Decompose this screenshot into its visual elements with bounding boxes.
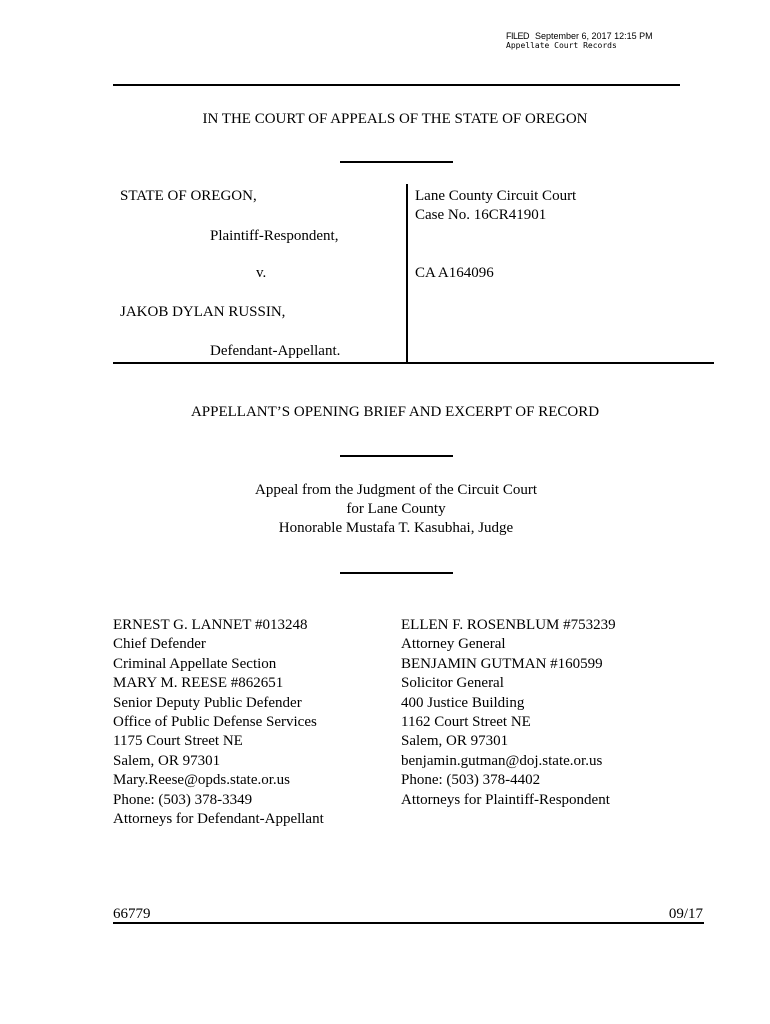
appellate-case-number: CA A164096 <box>415 265 494 281</box>
defendant-role: Defendant-Appellant. <box>210 343 341 359</box>
appeal-from <box>0 481 770 538</box>
respondent-counsel <box>401 616 616 810</box>
separator-rule <box>340 572 453 574</box>
plaintiff-name: STATE OF OREGON, <box>120 188 257 204</box>
counsel-line: Senior Deputy Public Defender <box>113 694 302 711</box>
counsel-email: benjamin.gutman@doj.state.or.us <box>401 752 603 769</box>
counsel-phone: Phone: (503) 378-3349 <box>113 791 253 808</box>
counsel-line: Attorneys for Defendant-Appellant <box>113 811 324 828</box>
counsel-line: Solicitor General <box>401 675 504 692</box>
counsel-line: Criminal Appellate Section <box>113 655 277 672</box>
appeal-from-line: for Lane County <box>346 501 446 517</box>
filing-stamp-office: Appellate Court Records <box>506 41 617 50</box>
counsel-line: Salem, OR 97301 <box>401 733 509 750</box>
versus-label: v. <box>256 265 267 281</box>
appellant-counsel <box>113 616 324 829</box>
counsel-phone: Phone: (503) 378-4402 <box>401 772 541 789</box>
caption-bottom-rule <box>113 362 714 364</box>
separator-rule <box>340 455 453 457</box>
trial-court: Lane County Circuit Court <box>415 188 577 204</box>
counsel-line: Attorneys for Plaintiff-Respondent <box>401 791 610 808</box>
footer-code: 66779 <box>113 906 151 922</box>
trial-case-number: Case No. 16CR41901 <box>415 207 547 223</box>
defendant-name: JAKOB DYLAN RUSSIN, <box>120 304 286 320</box>
counsel-email: Mary.Reese@opds.state.or.us <box>113 772 290 789</box>
counsel-line: Chief Defender <box>113 636 206 653</box>
counsel-line: 400 Justice Building <box>401 694 525 711</box>
footer-date: 09/17 <box>668 906 703 922</box>
separator-rule <box>340 161 453 163</box>
plaintiff-role: Plaintiff-Respondent, <box>210 228 339 244</box>
counsel-line: Office of Public Defense Services <box>113 714 317 731</box>
counsel-line: MARY M. REESE #862651 <box>113 675 284 692</box>
appeal-from-judge: Honorable Mustafa T. Kasubhai, Judge <box>278 520 514 536</box>
caption-divider <box>406 184 408 364</box>
counsel-line: 1175 Court Street NE <box>113 733 243 750</box>
counsel-line: 1162 Court Street NE <box>401 714 531 731</box>
counsel-line: ELLEN F. ROSENBLUM #753239 <box>401 617 616 633</box>
counsel-line: Salem, OR 97301 <box>113 752 221 769</box>
top-rule <box>113 84 680 86</box>
appeal-from-line: Appeal from the Judgment of the Circuit Court <box>254 482 538 498</box>
counsel-line: ERNEST G. LANNET #013248 <box>113 617 308 633</box>
court-heading: IN THE COURT OF APPEALS OF THE STATE OF OREGON <box>202 111 588 127</box>
footer-rule <box>113 922 704 924</box>
filing-stamp-filed: FILED <box>506 31 530 41</box>
counsel-line: Attorney General <box>401 636 506 653</box>
counsel-line: BENJAMIN GUTMAN #160599 <box>401 655 603 672</box>
brief-title: APPELLANT’S OPENING BRIEF AND EXCERPT OF RECORD <box>190 404 600 420</box>
filing-stamp-datetime: September 6, 2017 12:15 PM <box>535 31 653 41</box>
